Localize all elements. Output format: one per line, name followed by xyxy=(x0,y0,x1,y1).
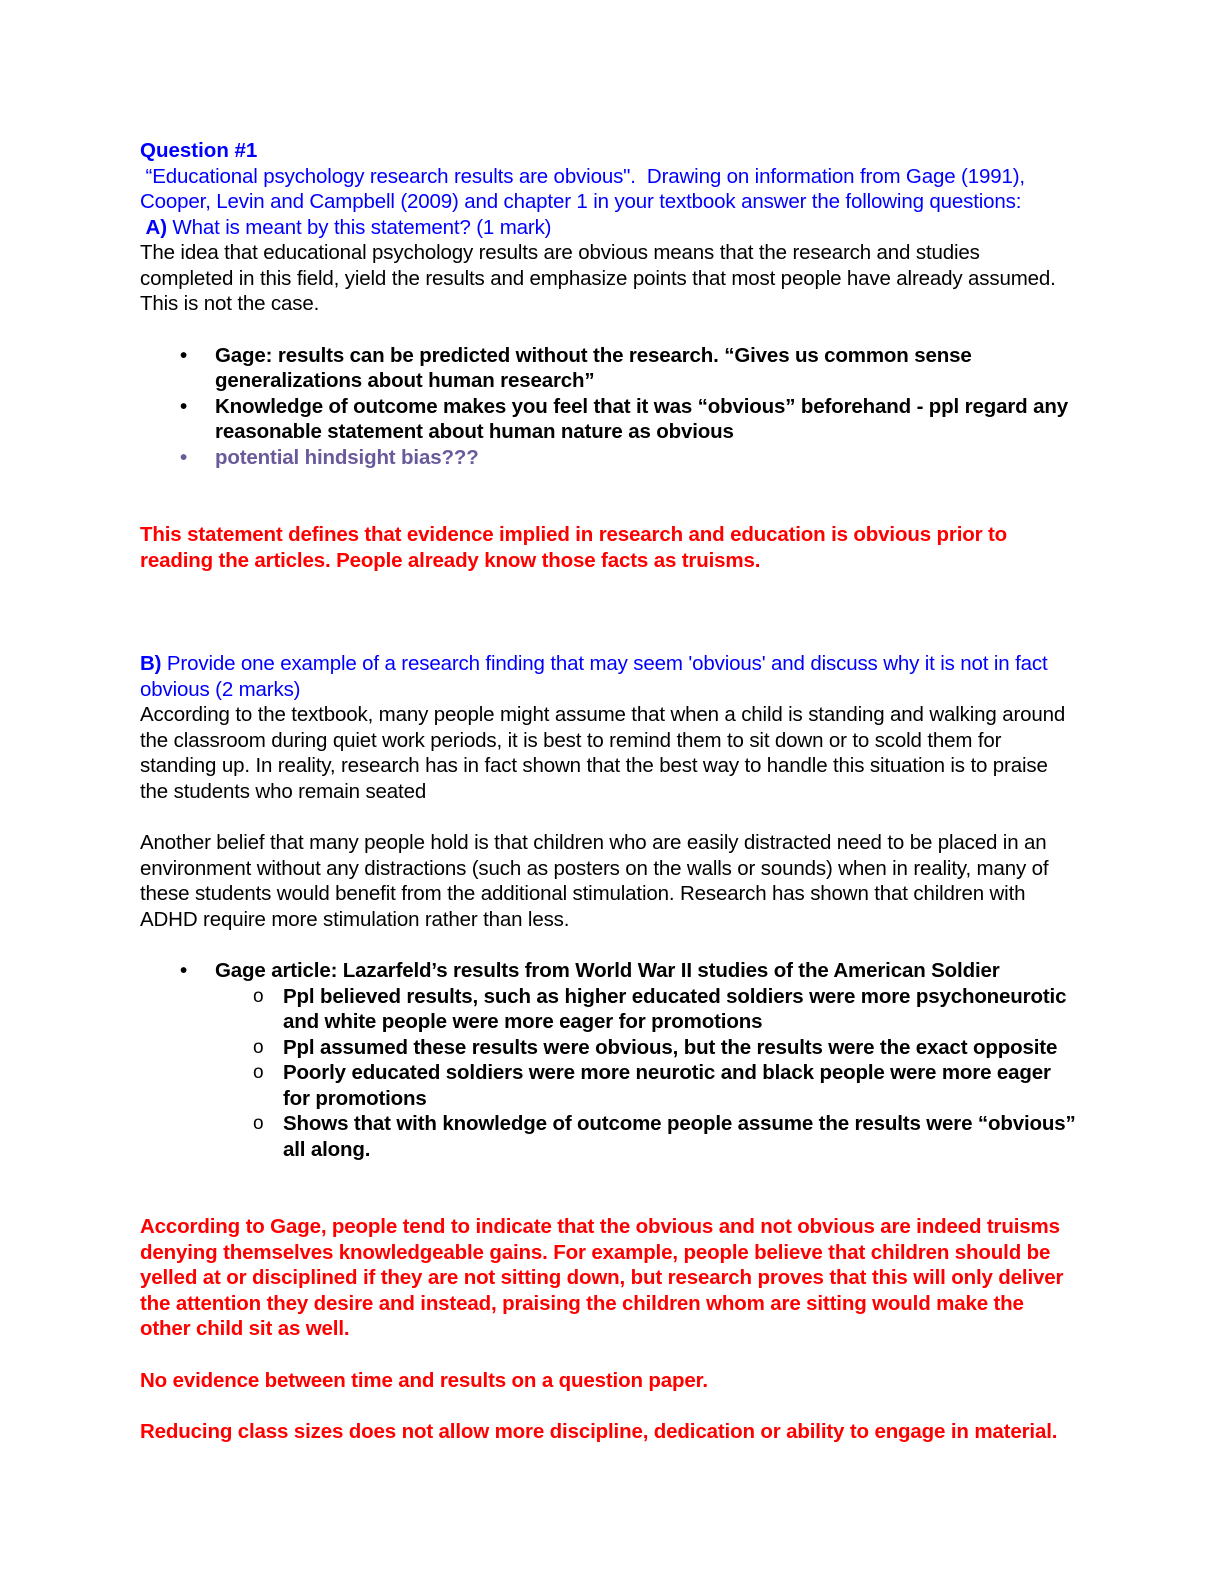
list-item-text: Gage: results can be predicted without the research. “Gives us common sense generalizations about human research” xyxy=(215,343,972,392)
part-a-header xyxy=(140,215,1078,241)
part-a-answer: The idea that educational psychology results are obvious means that the research and studies completed in this field, yield the results and emphasize points that most people have already assumed. This is not the case. xyxy=(140,241,1056,315)
list-item xyxy=(140,445,1078,471)
list-item-text: Knowledge of outcome makes you feel that it was “obvious” beforehand - ppl regard any reasonable statement about human nature as obvious xyxy=(215,394,1068,443)
part-b-red-note-2: No evidence between time and results on a question paper. xyxy=(140,1368,708,1392)
list-item-text: Shows that with knowledge of outcome people assume the results were “obvious” all along. xyxy=(283,1112,1076,1161)
part-b-label: B) xyxy=(140,652,162,675)
sub-bullet-marker: o xyxy=(253,985,264,1007)
part-a-bullet-list xyxy=(140,343,1078,471)
document-body xyxy=(140,138,1078,1445)
list-item-text: Ppl believed results, such as higher educated soldiers were more psychoneurotic and white people were more eager for promotions xyxy=(283,984,1067,1033)
part-b-bullet-list xyxy=(140,958,1078,984)
list-item-text: potential hindsight bias??? xyxy=(215,445,479,469)
spacer xyxy=(140,573,1078,625)
list-item xyxy=(140,343,1078,394)
sub-bullet-marker: o xyxy=(253,1036,264,1058)
sub-bullet-marker: o xyxy=(253,1062,264,1083)
list-item xyxy=(140,1111,1078,1162)
part-b-header xyxy=(140,651,1078,702)
list-item xyxy=(140,1035,1078,1061)
part-a-label: A) xyxy=(140,215,167,239)
spacer xyxy=(140,1162,1078,1214)
spacer xyxy=(140,470,1078,522)
spacer xyxy=(140,804,1078,830)
bullet-marker: • xyxy=(180,394,188,418)
bullet-marker: • xyxy=(180,445,188,469)
spacer xyxy=(140,1342,1078,1368)
part-b-red-note-1: According to Gage, people tend to indicate that the obvious and not obvious are indeed truisms denying themselves knowledgeable gains. For example, people believe that children should be yelled at or disciplined if they are not sitting down, but research proves that this will only deliver the attention they desire and instead, praising the children whom are sitting would make the other child sit as well. xyxy=(140,1215,1064,1340)
part-b-red-note-3: Reducing class sizes does not allow more discipline, dedication or ability to engage in material. xyxy=(140,1420,1058,1443)
spacer xyxy=(140,1393,1078,1419)
list-item-text: Poorly educated soldiers were more neurotic and black people were more eager for promotions xyxy=(283,1061,1051,1110)
spacer xyxy=(140,932,1078,958)
spacer xyxy=(140,317,1078,343)
bullet-marker: • xyxy=(180,343,188,367)
bullet-marker: • xyxy=(180,959,188,982)
part-a-red-note: This statement defines that evidence implied in research and education is obvious prior to reading the articles. People already know those facts as truisms. xyxy=(140,523,1008,572)
spacer xyxy=(140,625,1078,651)
question-heading: Question #1 xyxy=(140,139,258,162)
question-prompt: “Educational psychology research results are obvious". Drawing on information from Gage (1991), Cooper, Levin and Campbell (2009) and chapter 1 in your textbook answer the following questions: xyxy=(140,164,1031,213)
list-item xyxy=(140,958,1078,984)
part-b-question: Provide one example of a research finding that may seem 'obvious' and discuss why it is not in fact obvious (2 marks) xyxy=(140,652,1048,701)
part-b-answer-paragraph-1: According to the textbook, many people might assume that when a child is standing and walking around the classroom during quiet work periods, it is best to remind them to sit down or to scold them for standing up. In reality, research has in fact shown that the best way to handle this situation is to praise the students who remain seated xyxy=(140,703,1066,803)
part-b-answer-paragraph-2: Another belief that many people hold is that children who are easily distracted need to be placed in an environment without any distractions (such as posters on the walls or sounds) when in reality, many of these students would benefit from the additional stimulation. Research has shown that children with ADHD require more stimulation rather than less. xyxy=(140,831,1049,931)
list-item xyxy=(140,394,1078,445)
list-item xyxy=(140,984,1078,1035)
sub-bullet-marker: o xyxy=(253,1113,264,1134)
part-a-question: What is meant by this statement? (1 mark) xyxy=(166,215,552,239)
list-item-text: Gage article: Lazarfeld’s results from World War II studies of the American Soldier xyxy=(215,959,1000,982)
part-b-sub-bullet-list xyxy=(140,984,1078,1163)
list-item-text: Ppl assumed these results were obvious, but the results were the exact opposite xyxy=(283,1035,1058,1059)
list-item xyxy=(140,1060,1078,1111)
